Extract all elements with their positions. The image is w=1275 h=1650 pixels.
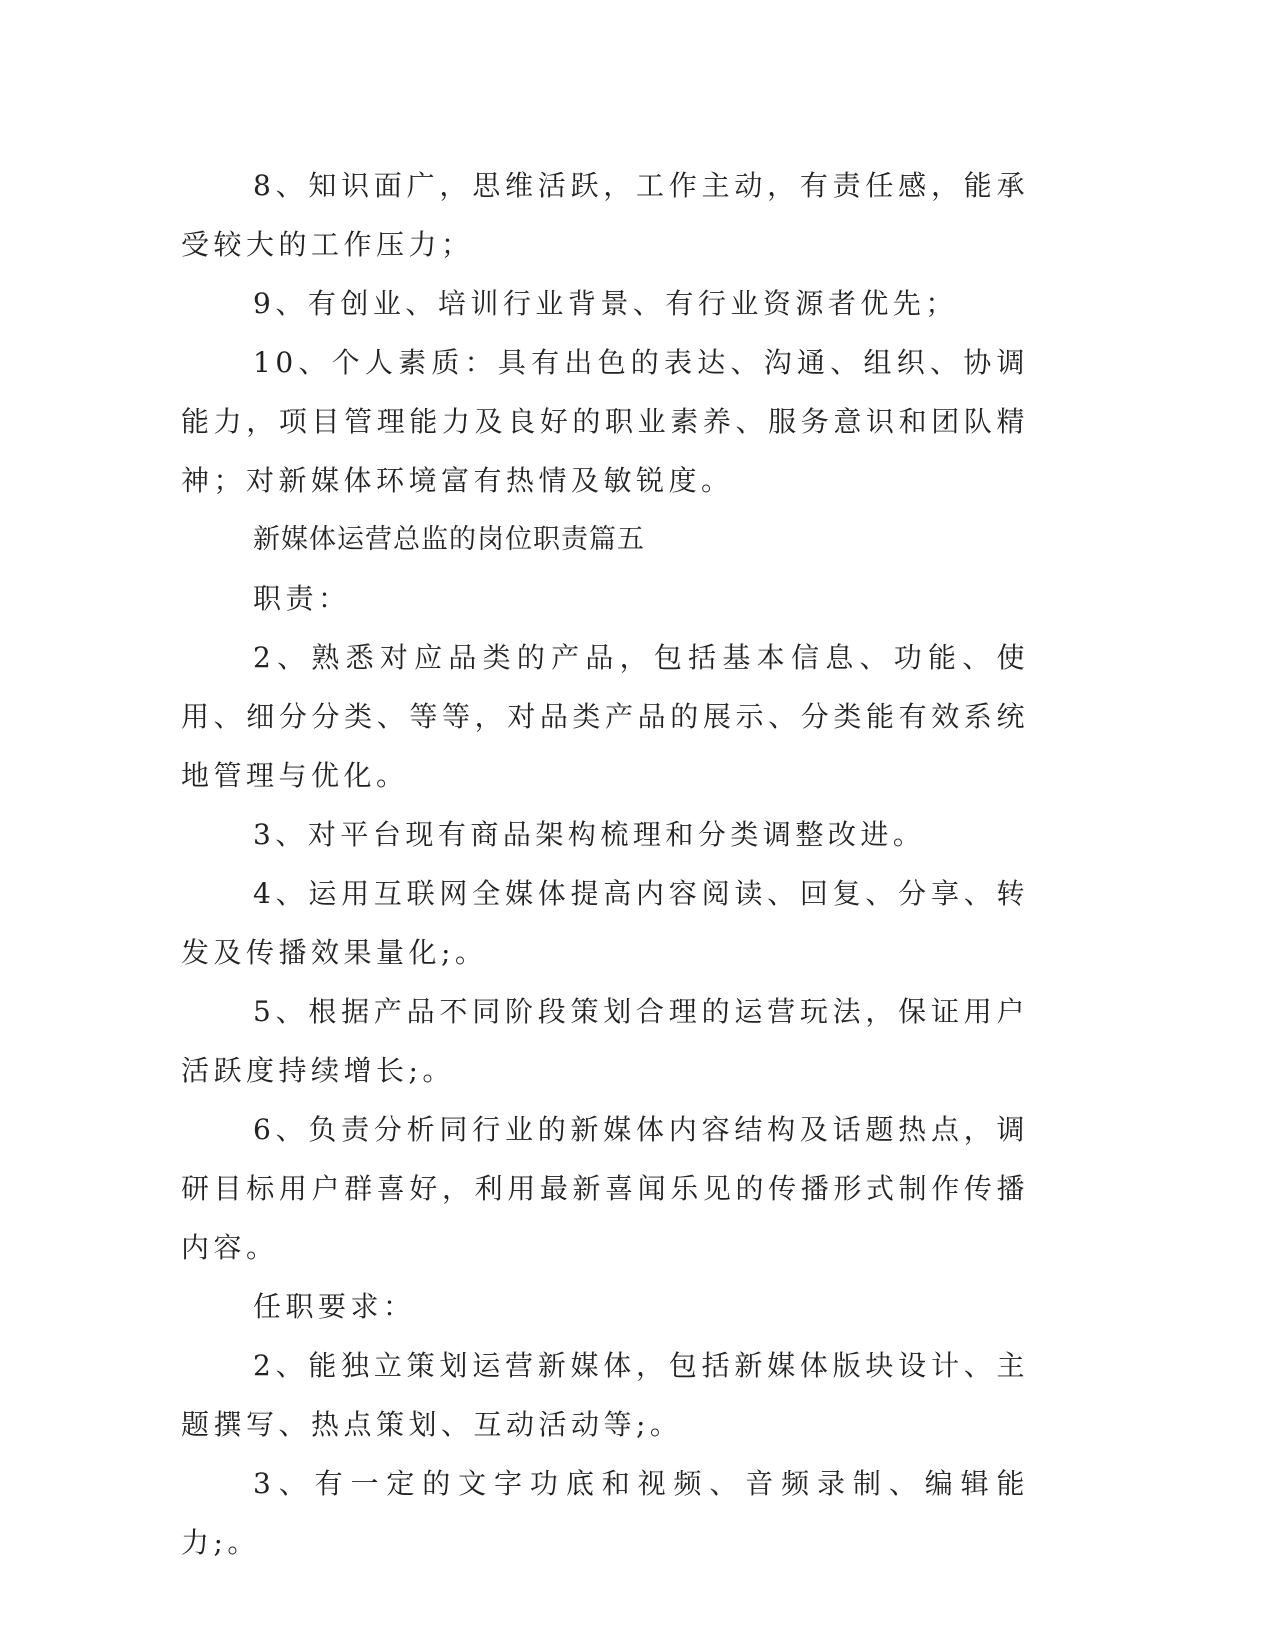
paragraph-duty-2: 2、熟悉对应品类的产品，包括基本信息、功能、使用、细分分类、等等，对品类产品的展示、分类能有效系统地管理与优化。 [181, 641, 1029, 792]
paragraph-duty-5: 5、根据产品不同阶段策划合理的运营玩法，保证用户活跃度持续增长;。 [181, 995, 1029, 1087]
paragraph-requirement-8: 8、知识面广，思维活跃，工作主动，有责任感，能承受较大的工作压力； [181, 169, 1029, 261]
paragraph-duty-6: 6、负责分析同行业的新媒体内容结构及话题热点，调研目标用户群喜好，利用最新喜闻乐见的传播形式制作传播内容。 [181, 1113, 1029, 1264]
paragraph-duty-4: 4、运用互联网全媒体提高内容阅读、回复、分享、转发及传播效果量化;。 [181, 877, 1029, 969]
requirements-label: 任职要求： [253, 1290, 416, 1323]
paragraph-requirement-9: 9、有创业、培训行业背景、有行业资源者优先； [253, 287, 958, 320]
document-body [181, 156, 1029, 1572]
section-heading: 新媒体运营总监的岗位职责篇五 [253, 524, 645, 555]
paragraph-job-requirement-3: 3、有一定的文字功底和视频、音频录制、编辑能力;。 [181, 1467, 1029, 1559]
paragraph-duty-3: 3、对平台现有商品架构梳理和分类调整改进。 [253, 818, 926, 851]
paragraph-job-requirement-2: 2、能独立策划运营新媒体，包括新媒体版块设计、主题撰写、热点策划、互动活动等;。 [181, 1349, 1029, 1441]
duties-label: 职责： [253, 582, 351, 615]
paragraph-requirement-10: 10、个人素质：具有出色的表达、沟通、组织、协调能力，项目管理能力及良好的职业素养、服务意识和团队精神；对新媒体环境富有热情及敏锐度。 [181, 346, 1029, 497]
